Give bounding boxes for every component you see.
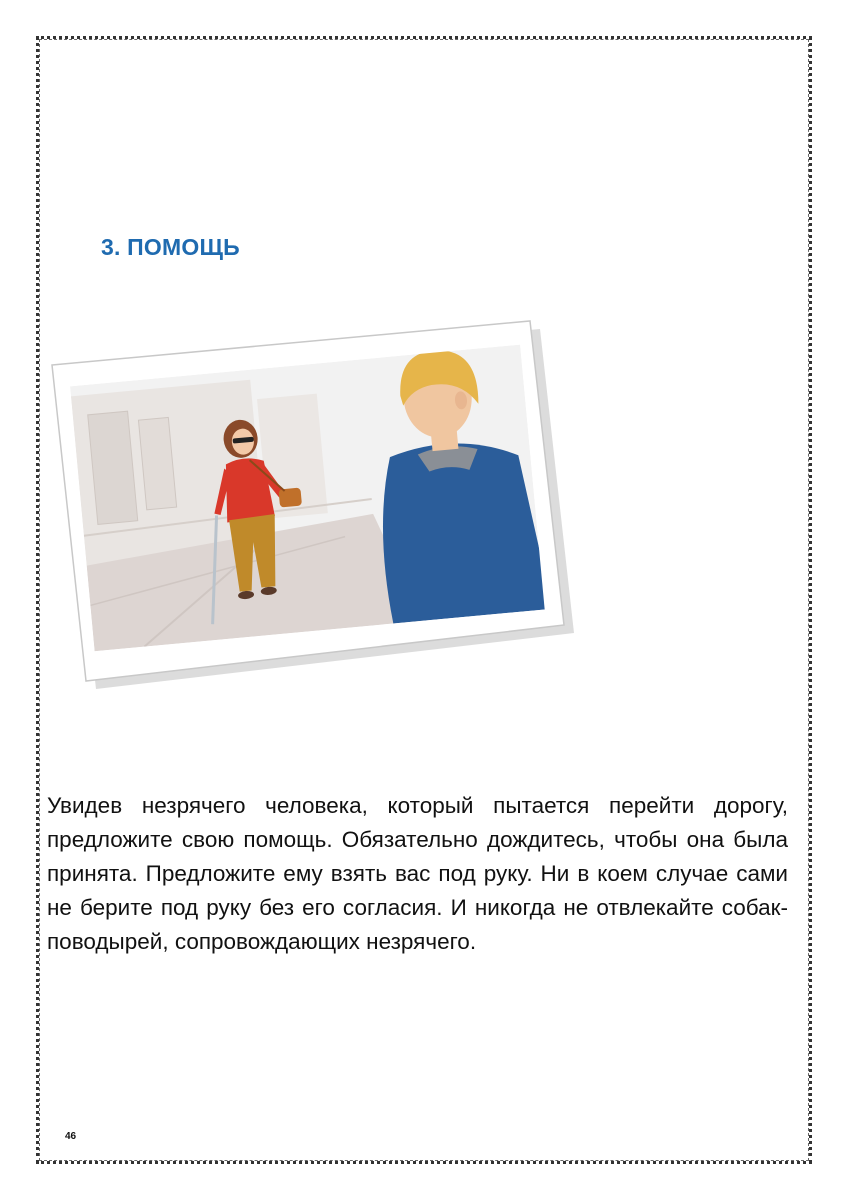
page-number: 46	[65, 1131, 77, 1142]
illustration-svg	[42, 315, 584, 695]
body-paragraph: Увидев незрячего человека, который пытается перейти дорогу, предложите свою помощь. Обязательно дождитесь, чтобы она была принята. Предложите ему взять вас под руку. Ни в коем случае сами не берите под руку без его согласия. И никогда не отвлекайте собак-поводырей, сопровождающих незрячего.	[47, 793, 788, 954]
illustration-photo	[42, 315, 584, 695]
section-heading: 3. ПОМОЩЬ	[101, 234, 240, 260]
